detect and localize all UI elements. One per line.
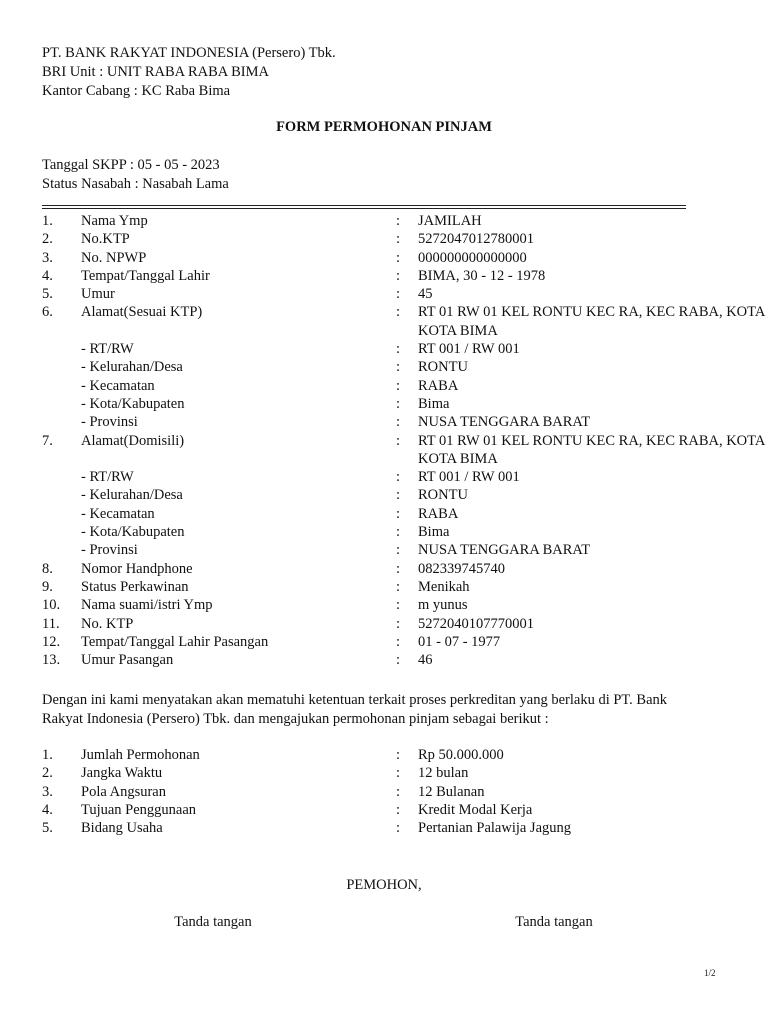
customer-status: Status Nasabah : Nasabah Lama [42,176,229,192]
form-row [0,505,768,523]
form-row [0,783,768,801]
row-value: NUSA TENGGARA BARAT [418,414,591,431]
row-number: 11. [42,615,60,632]
row-separator: : [396,801,401,818]
row-label: Pola Angsuran [81,783,166,800]
form-row [0,651,768,669]
form-row [0,285,768,303]
row-label: - Kecamatan [81,377,155,394]
row-label: - Kota/Kabupaten [81,395,185,412]
row-value: NUSA TENGGARA BARAT [418,542,591,559]
row-value: BIMA, 30 - 12 - 1978 [418,267,546,284]
row-label: Tempat/Tanggal Lahir Pasangan [81,633,269,650]
row-separator: : [396,359,401,376]
row-label: Alamat(Domisili) [81,432,185,449]
row-value: 12 Bulanan [418,783,485,800]
applicant-details [0,212,768,669]
form-row [0,395,768,413]
form-row [0,596,768,614]
form-row [0,801,768,819]
row-value: m yunus [418,597,468,614]
row-label: No. NPWP [81,249,147,266]
statement-line: Dengan ini kami menyatakan akan mematuhi ketentuan terkait proses perkreditan yang berlaku di PT. Bank [42,692,668,708]
form-title: FORM PERMOHONAN PINJAM [276,119,492,135]
row-number: 1. [42,747,53,763]
row-label: - Provinsi [81,414,138,431]
row-separator: : [396,597,401,614]
row-number: 2. [42,231,53,248]
form-row [0,358,768,376]
row-separator: : [396,213,401,229]
row-separator: : [396,231,401,248]
row-number: 5. [42,286,53,303]
bank-name: PT. BANK RAKYAT INDONESIA (Persero) Tbk. [42,45,336,61]
row-label: Nama suami/istri Ymp [81,597,213,614]
row-number: 13. [42,652,61,669]
page-number: 1/2 [704,968,716,978]
row-separator: : [396,267,401,284]
header-divider [42,205,686,209]
row-number: 5. [42,820,53,837]
form-row [0,523,768,541]
row-label: - RT/RW [81,469,134,486]
row-value: KOTA BIMA [418,450,498,467]
row-separator: : [396,578,401,595]
row-separator: : [396,249,401,266]
row-separator: : [396,432,401,449]
row-value: Kredit Modal Kerja [418,801,533,818]
applicant-signature-label: Tanda tangan [174,914,252,930]
row-value: 082339745740 [418,560,505,577]
unit-name: BRI Unit : UNIT RABA RABA BIMA [42,64,269,80]
branch-name: Kantor Cabang : KC Raba Bima [42,83,231,99]
row-separator: : [396,765,401,782]
form-row [0,413,768,431]
row-separator: : [396,469,401,486]
row-label: - Kelurahan/Desa [81,487,183,504]
row-value: KOTA BIMA [418,322,498,339]
row-separator: : [396,652,401,669]
row-separator: : [396,524,401,541]
form-row [0,560,768,578]
row-label: Jangka Waktu [81,765,163,782]
row-value: 01 - 07 - 1977 [418,633,501,650]
row-label: - Kelurahan/Desa [81,359,183,376]
row-separator: : [396,395,401,412]
row-label: No. KTP [81,615,134,632]
row-value: Menikah [418,578,470,595]
row-label: Nomor Handphone [81,560,193,577]
row-number: 9. [42,578,53,595]
form-row [0,340,768,358]
row-label: Bidang Usaha [81,820,163,837]
form-row [0,819,768,837]
row-separator: : [396,615,401,632]
form-row [0,303,768,321]
row-label: Nama Ymp [81,213,148,229]
form-row [0,249,768,267]
row-number: 3. [42,783,53,800]
row-separator: : [396,304,401,321]
statement-paragraph [42,691,742,729]
form-row [0,230,768,248]
row-value: RT 01 RW 01 KEL RONTU KEC RA, KEC RABA, KOTA [418,432,766,449]
row-value: 12 bulan [418,765,469,782]
row-value: RT 001 / RW 001 [418,341,520,358]
row-label: Tempat/Tanggal Lahir [81,267,210,284]
row-value: 45 [418,286,433,303]
row-value: JAMILAH [418,213,482,229]
row-value: Bima [418,395,450,412]
statement-line: Rakyat Indonesia (Persero) Tbk. dan mengajukan permohonan pinjam sebagai berikut : [42,711,549,727]
row-value: Rp 50.000.000 [418,747,504,763]
row-label: No.KTP [81,231,130,248]
row-value: RABA [418,505,459,522]
row-label: - RT/RW [81,341,134,358]
form-row [0,486,768,504]
row-label: Umur [81,286,115,303]
row-number: 2. [42,765,53,782]
form-row [0,212,768,230]
form-row [0,450,768,468]
row-separator: : [396,414,401,431]
row-separator: : [396,560,401,577]
row-number: 3. [42,249,53,266]
row-separator: : [396,783,401,800]
form-row [0,633,768,651]
form-row [0,468,768,486]
row-value: RT 01 RW 01 KEL RONTU KEC RA, KEC RABA, KOTA [418,304,766,321]
row-label: - Provinsi [81,542,138,559]
row-separator: : [396,633,401,650]
row-separator: : [396,286,401,303]
row-label: Status Perkawinan [81,578,189,595]
row-number: 8. [42,560,53,577]
row-value: 5272040107770001 [418,615,534,632]
row-value: RONTU [418,487,468,504]
row-number: 7. [42,432,53,449]
spouse-signature-label: Tanda tangan [515,914,593,930]
row-value: Pertanian Palawija Jagung [418,820,572,837]
form-row [0,541,768,559]
row-value: RONTU [418,359,468,376]
row-value: RT 001 / RW 001 [418,469,520,486]
row-separator: : [396,505,401,522]
row-label: Jumlah Permohonan [81,747,200,763]
skpp-date: Tanggal SKPP : 05 - 05 - 2023 [42,157,220,173]
form-row [0,578,768,596]
row-value: 5272047012780001 [418,231,534,248]
row-number: 4. [42,801,53,818]
loan-details [0,746,768,837]
form-row [0,615,768,633]
row-label: - Kecamatan [81,505,155,522]
form-row [0,432,768,450]
row-number: 12. [42,633,61,650]
row-number: 6. [42,304,53,321]
row-separator: : [396,747,401,763]
form-row [0,764,768,782]
row-separator: : [396,341,401,358]
form-row [0,746,768,764]
form-row [0,377,768,395]
row-separator: : [396,820,401,837]
row-separator: : [396,487,401,504]
row-value: 46 [418,652,433,669]
row-label: - Kota/Kabupaten [81,524,185,541]
form-row [0,322,768,340]
row-separator: : [396,377,401,394]
row-label: Umur Pasangan [81,652,174,669]
row-label: Tujuan Penggunaan [81,801,197,818]
row-number: 10. [42,597,61,614]
row-number: 4. [42,267,53,284]
form-row [0,267,768,285]
row-value: Bima [418,524,450,541]
signature-heading: PEMOHON, [346,877,422,893]
row-value: 000000000000000 [418,249,527,266]
row-separator: : [396,542,401,559]
row-label: Alamat(Sesuai KTP) [81,304,203,321]
row-value: RABA [418,377,459,394]
row-number: 1. [42,213,53,229]
